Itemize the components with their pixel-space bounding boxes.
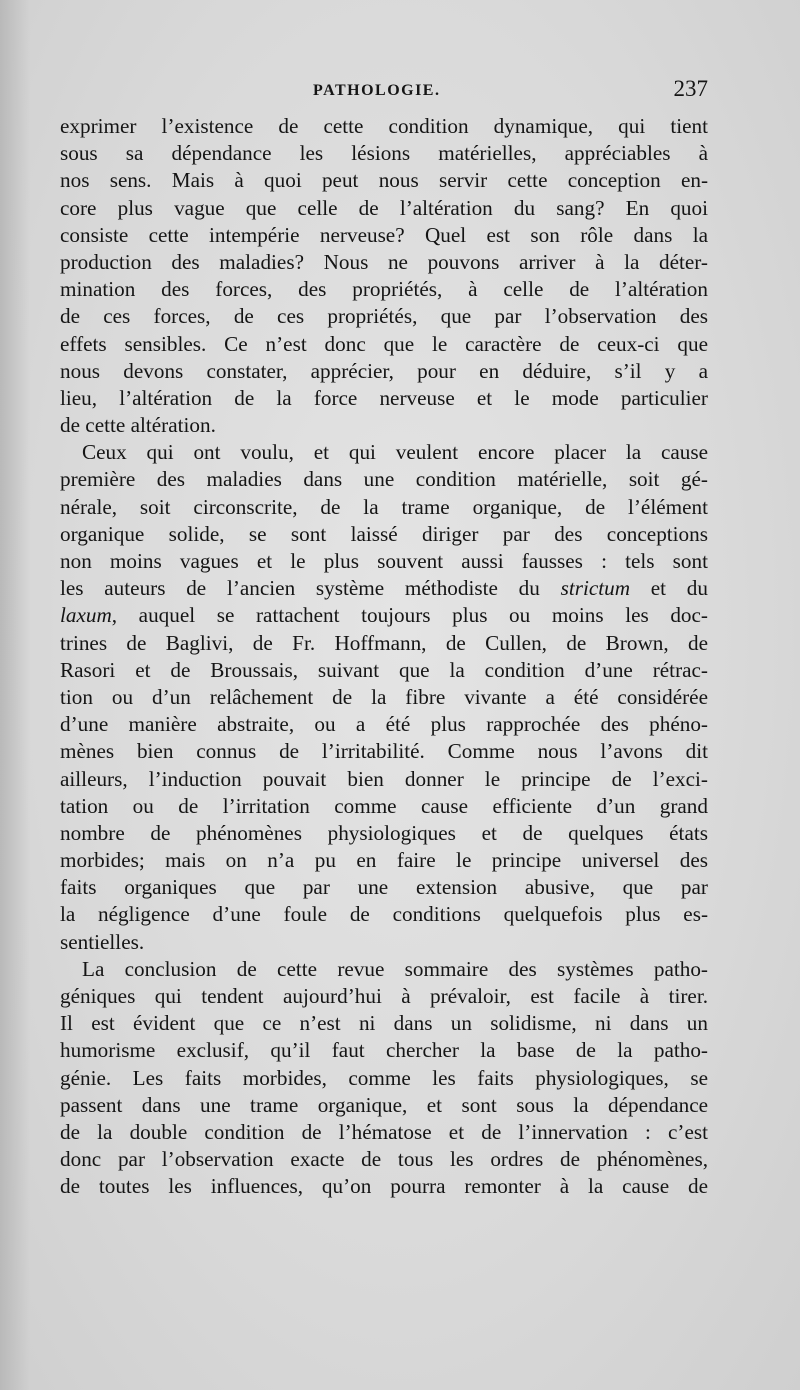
text-line: nérale, soit circonscrite, de la trame organique, de l’élément: [60, 494, 708, 519]
text-line: consiste cette intempérie nerveuse? Quel est son rôle dans la: [60, 222, 708, 247]
body-text: [60, 113, 708, 1201]
text-line: mination des forces, des propriétés, à celle de l’altération: [60, 277, 708, 302]
text-line: passent dans une trame organique, et sont sous la dépendance: [60, 1092, 708, 1117]
text-line: Il est évident que ce n’est ni dans un solidisme, ni dans un: [60, 1011, 708, 1036]
text-line: faits organiques que par une extension abusive, que par: [60, 875, 708, 900]
text-line: donc par l’observation exacte de tous les ordres de phénomènes,: [60, 1147, 708, 1172]
text-line: sous sa dépendance les lésions matérielles, appréciables à: [60, 141, 708, 166]
text-line: de cette altération.: [60, 413, 216, 438]
text-line: Ceux qui ont voulu, et qui veulent encore placer la cause: [82, 440, 708, 465]
text-line: de la double condition de l’hématose et de l’innervation : c’est: [60, 1119, 708, 1144]
text-line: nous devons constater, apprécier, pour en déduire, s’il y a: [60, 358, 708, 383]
text-line: première des maladies dans une condition matérielle, soit gé-: [60, 467, 708, 492]
text-line: nombre de phénomènes physiologiques et de quelques états: [60, 820, 708, 845]
text-line: effets sensibles. Ce n’est donc que le caractère de ceux-ci que: [60, 331, 708, 356]
text-line: de ces forces, de ces propriétés, que par l’observation des: [60, 304, 708, 329]
text-line: production des maladies? Nous ne pouvons arriver à la déter-: [60, 249, 708, 274]
text-line: nos sens. Mais à quoi peut nous servir cette conception en-: [60, 168, 708, 193]
text-line: humorisme exclusif, qu’il faut chercher la base de la patho-: [60, 1038, 708, 1063]
text-line: tation ou de l’irritation comme cause efficiente d’un grand: [60, 793, 708, 818]
text-line: La conclusion de cette revue sommaire des systèmes patho-: [82, 956, 708, 981]
text-segment: et du: [630, 576, 708, 601]
page-gutter-shadow: [0, 0, 30, 1390]
text-line: géniques qui tendent aujourd’hui à prévaloir, est facile à tirer.: [60, 984, 708, 1008]
text-line: la négligence d’une foule de conditions quelquefois plus es-: [60, 902, 708, 927]
text-line: sentielles.: [60, 929, 145, 954]
text-line: lieu, l’altération de la force nerveuse et le mode particulier: [60, 385, 708, 410]
text-line: core plus vague que celle de l’altération du sang? En quoi: [60, 195, 708, 220]
text-line: morbides; mais on n’a pu en faire le principe universel des: [60, 848, 708, 873]
italic-term: laxum: [60, 603, 112, 628]
text-line: génie. Les faits morbides, comme les faits physiologiques, se: [60, 1065, 708, 1090]
text-line: exprimer l’existence de cette condition dynamique, qui tient: [60, 114, 708, 138]
text-segment: , auquel se rattachent toujours plus ou moins les doc-: [111, 603, 708, 628]
page-header: [60, 76, 708, 106]
text-line: de toutes les influences, qu’on pourra remonter à la cause de: [60, 1174, 708, 1199]
text-segment: les auteurs de l’ancien système méthodiste du: [60, 576, 561, 601]
text-line: organique solide, se sont laissé diriger par des conceptions: [60, 521, 708, 546]
italic-term: strictum: [560, 576, 631, 601]
text-line: ailleurs, l’induction pouvait bien donner le principe de l’exci-: [60, 766, 708, 791]
text-line: non moins vagues et le plus souvent aussi fausses : tels sont: [60, 549, 708, 573]
text-line: trines de Baglivi, de Fr. Hoffmann, de Cullen, de Brown, de: [60, 630, 708, 655]
text-line: mènes bien connus de l’irritabilité. Comme nous l’avons dit: [60, 739, 708, 764]
text-line-with-italic: [60, 602, 708, 629]
running-title: PATHOLOGIE.: [313, 82, 441, 99]
text-line: d’une manière abstraite, ou a été plus rapprochée des phéno-: [60, 712, 708, 737]
page-number: 237: [673, 76, 708, 101]
text-line: Rasori et de Broussais, suivant que la condition d’une rétrac-: [60, 657, 708, 682]
text-line-with-italic: [60, 575, 708, 602]
text-line: tion ou d’un relâchement de la fibre vivante a été considérée: [60, 684, 708, 709]
